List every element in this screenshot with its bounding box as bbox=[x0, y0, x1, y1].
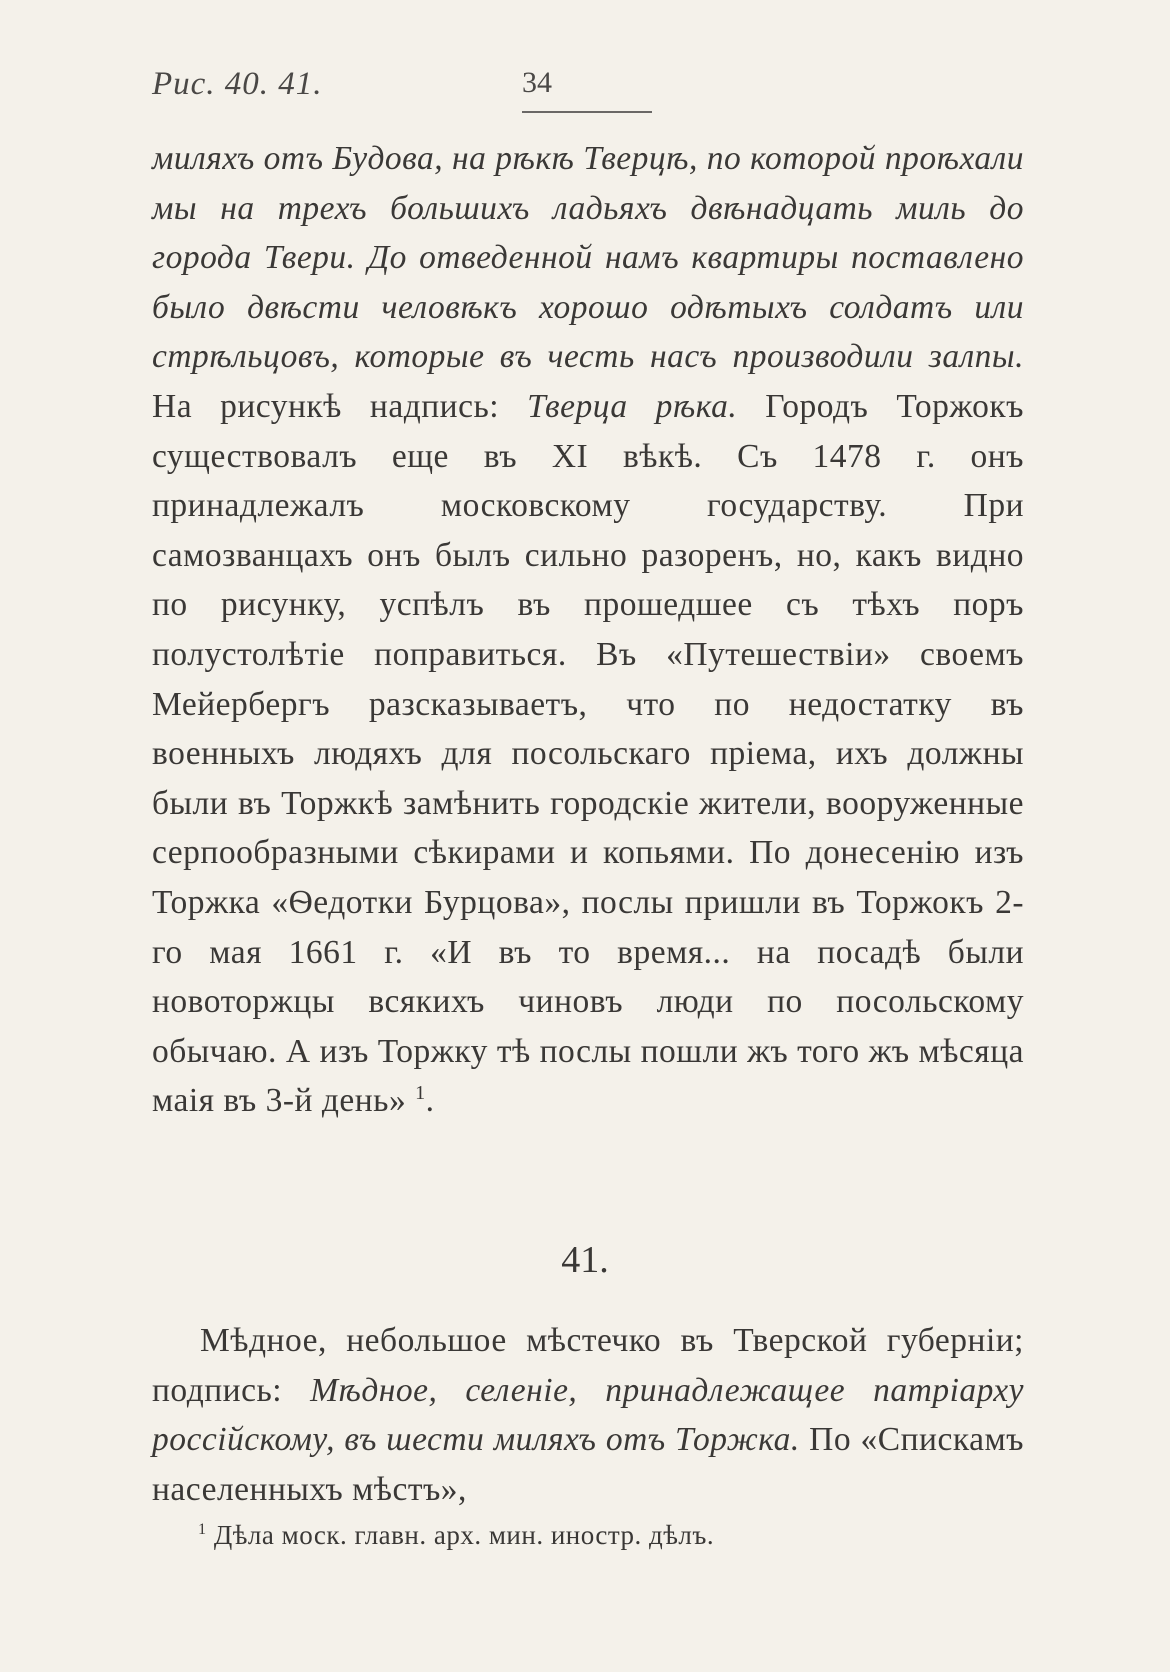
caption-intro: На рисункѣ надпись: bbox=[152, 387, 528, 425]
page-header bbox=[152, 66, 1022, 116]
page-number: 34 bbox=[522, 66, 552, 99]
section-intro: Мѣдное, небольшое мѣстечко въ Тверской губерніи; подпись: bbox=[152, 1322, 1024, 1409]
paragraph-text: Городъ Торжокъ существовалъ еще въ XI вѣкѣ. Съ 1478 г. онъ принадлежалъ московскому государству. При самозванцахъ онъ былъ сильно разоренъ, но, какъ видно по рисунку, успѣлъ въ прошедшее съ тѣхъ поръ полустолѣтіе поправиться. Въ «Путешествіи» своемъ Мейербергъ разсказываетъ, что по недостатку въ военныхъ людяхъ для посольскаго пріема, ихъ должны были въ Торжкѣ замѣнить городскіе жители, вооруженные серпообразными сѣкирами и копьями. По донесенію изъ Торжка «Ѳедотки Бурцова», послы пришли въ Торжокъ 2-го мая 1661 г. «И въ то время... на посадѣ были новоторжцы всякихъ чиновъ люди по посольскому обычаю. А изъ Торжку тѣ послы пошли жъ того жъ мѣсяца маія въ 3-й день» bbox=[152, 387, 1024, 1120]
footnote-text: Дѣла моск. главн. арх. мин. иностр. дѣлъ. bbox=[206, 1520, 715, 1550]
caption-italic: Тверца рѣка. bbox=[527, 387, 738, 425]
italic-quote: миляхъ отъ Будова, на рѣкѣ Тверцѣ, по которой проѣхали мы на трехъ большихъ ладьяхъ двѣнадцать миль до города Твери. До отведенной намъ квартиры поставлено было двѣсти человѣкъ хорошо одѣтыхъ солдатъ или стрѣльцовъ, которые въ честь насъ производили залпы. bbox=[152, 140, 1024, 376]
section-continuation: По «Спискамъ населенныхъ мѣстъ», bbox=[152, 1421, 1025, 1508]
section-paragraph bbox=[152, 1316, 1024, 1514]
header-rule bbox=[522, 111, 652, 113]
paragraph-end: . bbox=[425, 1082, 435, 1120]
footnote bbox=[198, 1517, 1018, 1553]
section-caption-italic: Мѣдное, селеніе, принадлежащее патріарху россійскому, въ шести миляхъ отъ Торжка. bbox=[152, 1371, 1024, 1459]
main-paragraph bbox=[152, 134, 1024, 1126]
section-heading: 41. bbox=[561, 1239, 609, 1281]
figure-reference: Рис. 40. 41. bbox=[152, 66, 323, 102]
footnote-reference: 1 bbox=[415, 1082, 426, 1105]
footnote-marker: 1 bbox=[198, 1520, 207, 1538]
